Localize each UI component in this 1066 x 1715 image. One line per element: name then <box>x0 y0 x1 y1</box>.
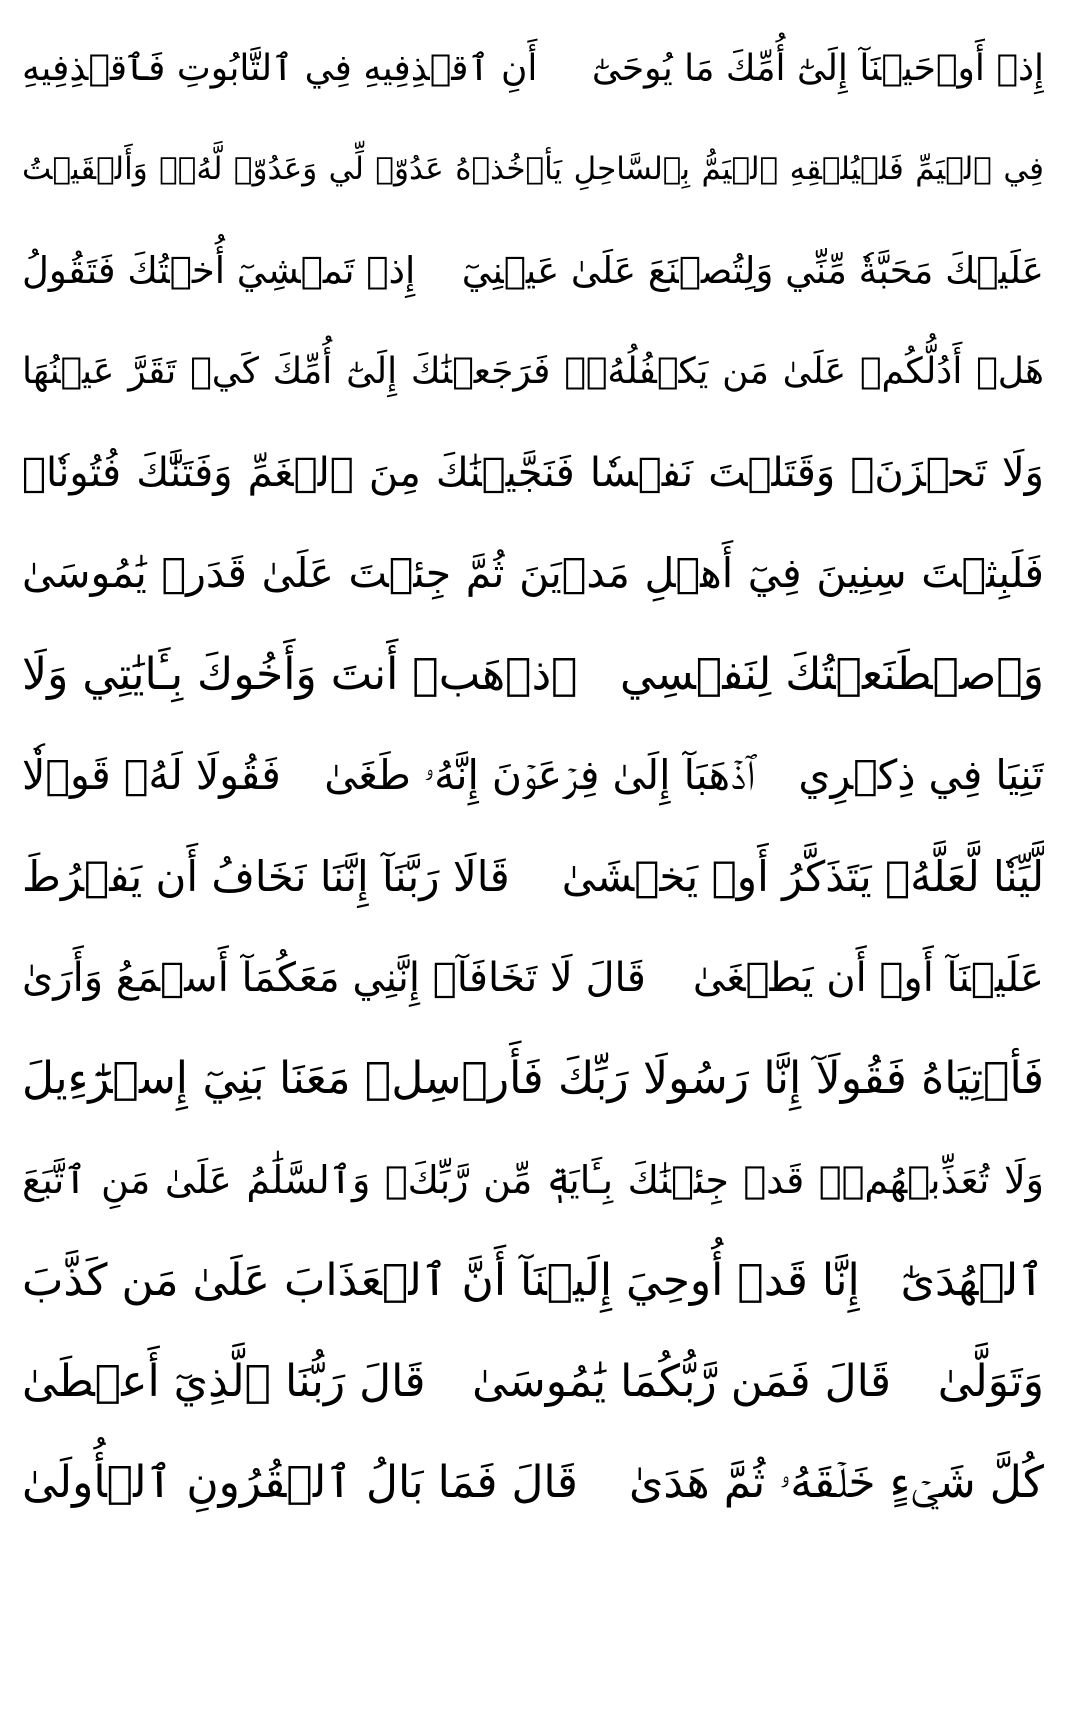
verse-segment: تَنِيَا فِي ذِكۡرِي <box>798 751 1044 799</box>
verse-line <box>22 1432 1044 1533</box>
verse-segment: وَلَا تَحۡزَنَۚ وَقَتَلۡتَ نَفۡسٗا فَنَجَّيۡنَٰكَ مِنَ ٱلۡغَمِّ وَفَتَنَّٰكَ فُتُونٗاۚ <box>22 449 1044 496</box>
verse-segment: وَٱصۡطَنَعۡتُكَ لِنَفۡسِي <box>619 648 1044 700</box>
verse-segment: عَلَيۡكَ مَحَبَّةٗ مِّنِّي وَلِتُصۡنَعَ عَلَىٰ عَيۡنِيٓ <box>461 249 1044 292</box>
verse-segment: وَلَا تُعَذِّبۡهُمۡۖ قَدۡ جِئۡنَٰكَ بِـَٔايَةٖ مِّن رَّبِّكَۖ وَٱلسَّلَٰمُ عَلَىٰ مَنِ ٱتَّبَعَ <box>22 1157 1044 1202</box>
verse-segment: قَالَا رَبَّنَآ إِنَّنَا نَخَافُ أَن يَفۡرُطَ <box>22 851 510 901</box>
verse-segment: ٱذۡهَبَآ إِلَىٰ فِرۡعَوۡنَ إِنَّهُۥ طَغَىٰ <box>324 751 755 799</box>
verse-segment: إِنَّا قَدۡ أُوحِيَ إِلَيۡنَآ أَنَّ ٱلۡعَذَابَ عَلَىٰ مَن كَذَّبَ <box>22 1254 860 1306</box>
verse-lines <box>22 18 1044 1533</box>
verse-segment: قَالَ فَمَن رَّبُّكُمَا يَٰمُوسَىٰ <box>472 1355 892 1407</box>
verse-segment: وَتَوَلَّىٰ <box>937 1355 1044 1407</box>
verse-segment: إِذۡ أَوۡحَيۡنَآ إِلَىٰٓ أُمِّكَ مَا يُوحَىٰٓ <box>591 47 1044 89</box>
verse-line <box>22 523 1044 624</box>
verse-segment: لَّيِّنٗا لَّعَلَّهُۥ يَتَذَكَّرُ أَوۡ يَخۡشَىٰ <box>561 851 1044 901</box>
verse-segment: ٱلۡهُدَىٰٓ <box>900 1254 1044 1306</box>
verse-segment: فَأۡتِيَاهُ فَقُولَآ إِنَّا رَسُولَا رَبِّكَ فَأَرۡسِلۡ مَعَنَا بَنِيٓ إِسۡرَٰٓءِيلَ <box>22 1052 1044 1104</box>
verse-line <box>22 624 1044 725</box>
verse-line <box>22 422 1044 523</box>
verse-segment: إِذۡ تَمۡشِيٓ أُخۡتُكَ فَتَقُولُ <box>22 249 416 292</box>
verse-line <box>22 18 1044 119</box>
verse-segment: عَلَيۡنَآ أَوۡ أَن يَطۡغَىٰ <box>692 954 1044 1001</box>
verse-segment: ٱذۡهَبۡ أَنتَ وَأَخُوكَ بِـَٔايَٰتِي وَلَا <box>22 648 578 700</box>
verse-line <box>22 220 1044 321</box>
verse-segment: فَقُولَا لَهُۥ قَوۡلٗا <box>22 751 281 799</box>
verse-segment: قَالَ رَبُّنَا ٱلَّذِيٓ أَعۡطَىٰ <box>22 1355 426 1407</box>
verse-segment: فِي ٱلۡيَمِّ فَلۡيُلۡقِهِ ٱلۡيَمُّ بِٱلسَّاحِلِ يَأۡخُذۡهُ عَدُوّٞ لِّي وَعَدُوّٞ لَّهُۥۚ وَأَلۡقَيۡتُ <box>22 151 1044 187</box>
verse-line <box>22 826 1044 927</box>
verse-line <box>22 927 1044 1028</box>
verse-segment: أَنِ ٱقۡذِفِيهِ فِي ٱلتَّابُوتِ فَٱقۡذِفِيهِ <box>22 47 538 89</box>
verse-line <box>22 1230 1044 1331</box>
verse-segment: قَالَ فَمَا بَالُ ٱلۡقُرُونِ ٱلۡأُولَىٰ <box>22 1456 578 1508</box>
verse-segment: قَالَ لَا تَخَافَآۖ إِنَّنِي مَعَكُمَآ أَسۡمَعُ وَأَرَىٰ <box>22 954 646 1001</box>
verse-line <box>22 1129 1044 1230</box>
verse-segment: كُلَّ شَيۡءٍ خَلۡقَهُۥ ثُمَّ هَدَىٰ <box>628 1456 1044 1508</box>
verse-line <box>22 1331 1044 1432</box>
verse-segment: فَلَبِثۡتَ سِنِينَ فِيٓ أَهۡلِ مَدۡيَنَ ثُمَّ جِئۡتَ عَلَىٰ قَدَرٖ يَٰمُوسَىٰ <box>22 549 1044 597</box>
verse-segment: هَلۡ أَدُلُّكُمۡ عَلَىٰ مَن يَكۡفُلُهُۥۖ فَرَجَعۡنَٰكَ إِلَىٰٓ أُمِّكَ كَيۡ تَقَرَّ عَيۡنُهَا <box>22 350 1044 392</box>
verse-line <box>22 1028 1044 1129</box>
verse-line <box>22 119 1044 220</box>
verse-line <box>22 725 1044 826</box>
verse-line <box>22 321 1044 422</box>
